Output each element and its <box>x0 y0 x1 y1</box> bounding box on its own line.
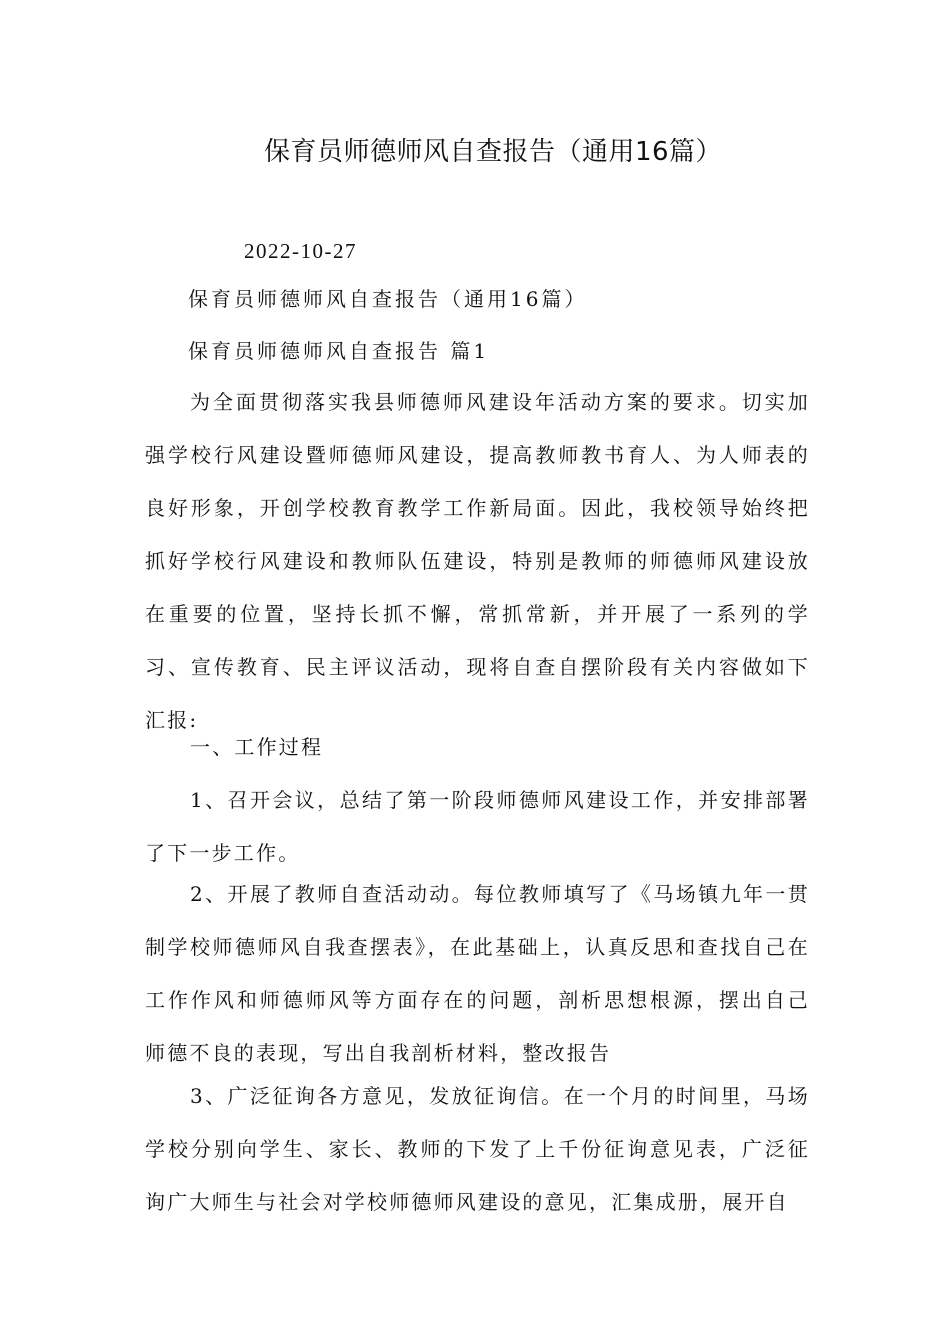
document-subtitle: 保育员师德师风自查报告（通用16篇） <box>188 287 588 311</box>
paragraph-item-2: 2、开展了教师自查活动动。每位教师填写了《马场镇九年一贯制学校师德师风自我查摆表》，在此基础上，认真反思和查找自己在工作作风和师德师风等方面存在的问题，剖析思想根源，摆出自己师德不良的表现，写出自我剖析材料，整改报告 <box>145 882 810 1065</box>
paragraph-section-heading: 一、工作过程 <box>190 735 324 759</box>
paragraph-intro: 为全面贯彻落实我县师德师风建设年活动方案的要求。切实加强学校行风建设暨师德师风建设，提高教师教书育人、为人师表的良好形象，开创学校教育教学工作新局面。因此，我校领导始终把抓好学校行风建设和教师队伍建设，特别是教师的师德师风建设放在重要的位置，坚持长抓不懈，常抓常新，并开展了一系列的学习、宣传教育、民主评议活动，现将自查自摆阶段有关内容做如下汇报: <box>145 390 810 732</box>
paragraph-item-1: 1、召开会议，总结了第一阶段师德师风建设工作，并安排部署了下一步工作。 <box>145 788 810 865</box>
paragraph-item-3: 3、广泛征询各方意见，发放征询信。在一个月的时间里，马场学校分别向学生、家长、教师的下发了上千份征询意见表，广泛征询广大师生与社会对学校师德师风建设的意见，汇集成册，展开自 <box>145 1084 810 1214</box>
document-date: 2022-10-27 <box>244 239 357 263</box>
document-title: 保育员师德师风自查报告（通用16篇） <box>263 137 723 167</box>
section-heading: 保育员师德师风自查报告 篇1 <box>188 339 490 363</box>
